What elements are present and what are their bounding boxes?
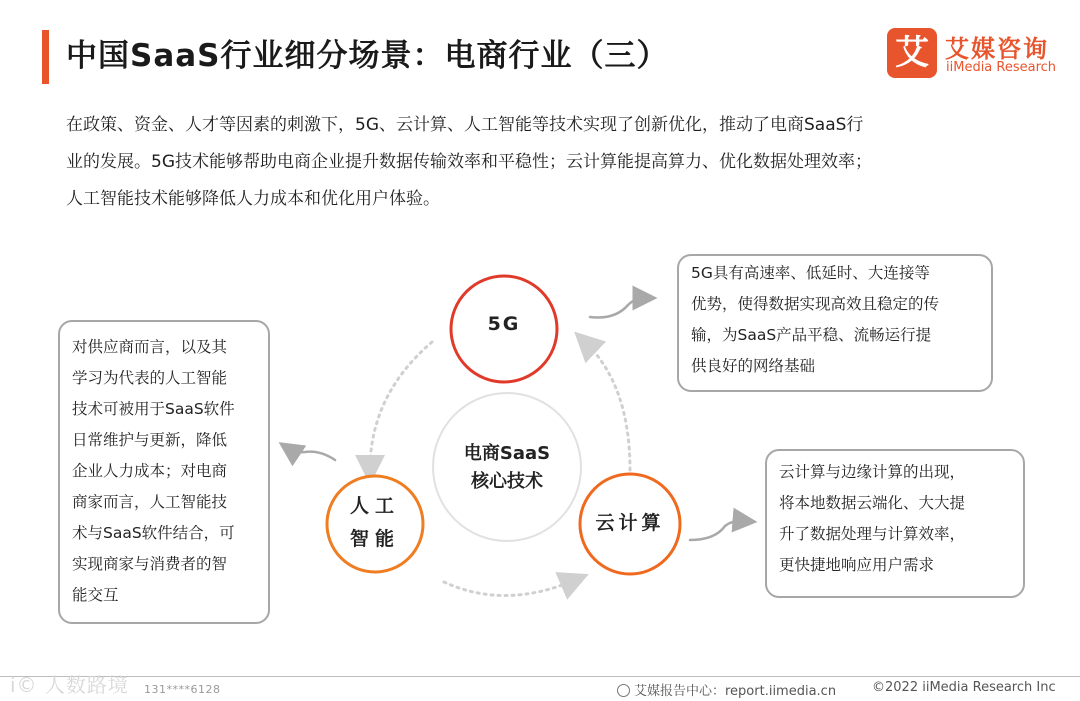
info-box-line: 术与SaaS软件结合，可	[72, 524, 235, 542]
info-box-cloud	[765, 449, 1025, 598]
node-ai-label-line: 人工	[349, 495, 400, 517]
connector-cloud-to-box	[690, 521, 745, 540]
info-box-ai	[58, 320, 270, 624]
connector-5g-to-box	[590, 298, 645, 318]
cycle-arrow-ai-to-cloud	[444, 580, 575, 596]
info-box-line: 学习为代表的人工智能	[72, 369, 228, 387]
connector-ai-to-box	[289, 449, 335, 460]
info-box-line: 对供应商而言，以及其	[72, 338, 228, 356]
info-box-line: 商家而言，人工智能技	[72, 493, 228, 511]
footer-source[interactable]	[617, 680, 836, 699]
center-label-line: 核心技术	[471, 471, 543, 492]
info-box-line: 5G具有高速率、低延时、大连接等	[691, 264, 930, 282]
cycle-arrow-cloud-to-5g	[585, 342, 630, 470]
footer-source-text[interactable]: 艾媒报告中心：report.iimedia.cn	[634, 684, 837, 699]
node-ai-label-line: 智能	[349, 528, 400, 550]
logo-chinese-name: 艾媒咨询	[945, 35, 1049, 63]
node-5g-label: 5G	[487, 313, 521, 335]
intro-line: 在政策、资金、人才等因素的刺激下，5G、云计算、人工智能等技术实现了创新优化，推动了电商SaaS行	[66, 115, 864, 135]
node-ai-label	[325, 490, 425, 556]
info-box-line: 供良好的网络基础	[691, 357, 816, 375]
info-box-line: 能交互	[72, 586, 119, 604]
info-box-line: 企业人力成本；对电商	[72, 462, 228, 480]
info-box-line: 优势，使得数据实现高效且稳定的传	[691, 295, 940, 313]
watermark-id: 131****6128	[144, 683, 221, 696]
intro-line: 业的发展。5G技术能够帮助电商企业提升数据传输效率和平稳性；云计算能提高算力、优化数据处理效率；	[66, 152, 872, 172]
footer-copyright: ©2022 iiMedia Research Inc	[872, 680, 1056, 695]
node-cloud-label: 云计算	[595, 512, 665, 534]
info-box-line: 日常维护与更新，降低	[72, 431, 228, 449]
logo-mark-icon: 艾	[887, 28, 937, 78]
watermark: i© 人数路境	[10, 673, 129, 697]
info-box-line: 云计算与边缘计算的出现，	[779, 463, 966, 481]
info-box-line: 更快捷地响应用户需求	[779, 556, 935, 574]
intro-line: 人工智能技术能够降低人力成本和优化用户体验。	[66, 189, 440, 209]
info-box-line: 将本地数据云端化、大大提	[779, 494, 966, 512]
center-label	[432, 440, 582, 496]
info-box-line: 输，为SaaS产品平稳、流畅运行提	[691, 326, 932, 344]
info-box-line: 升了数据处理与计算效率，	[779, 525, 966, 543]
center-label-line: 电商SaaS	[463, 443, 551, 464]
info-box-5g	[677, 254, 993, 392]
globe-icon	[617, 684, 630, 697]
page-title: 中国SaaS行业细分场景：电商行业（三）	[66, 38, 669, 74]
logo-english-name: iiMedia Research	[946, 60, 1057, 75]
cycle-arrow-5g-to-ai	[370, 342, 432, 470]
info-box-line: 技术可被用于SaaS软件	[72, 400, 235, 418]
footer-divider	[0, 676, 1080, 677]
info-box-line: 实现商家与消费者的智	[72, 555, 228, 573]
